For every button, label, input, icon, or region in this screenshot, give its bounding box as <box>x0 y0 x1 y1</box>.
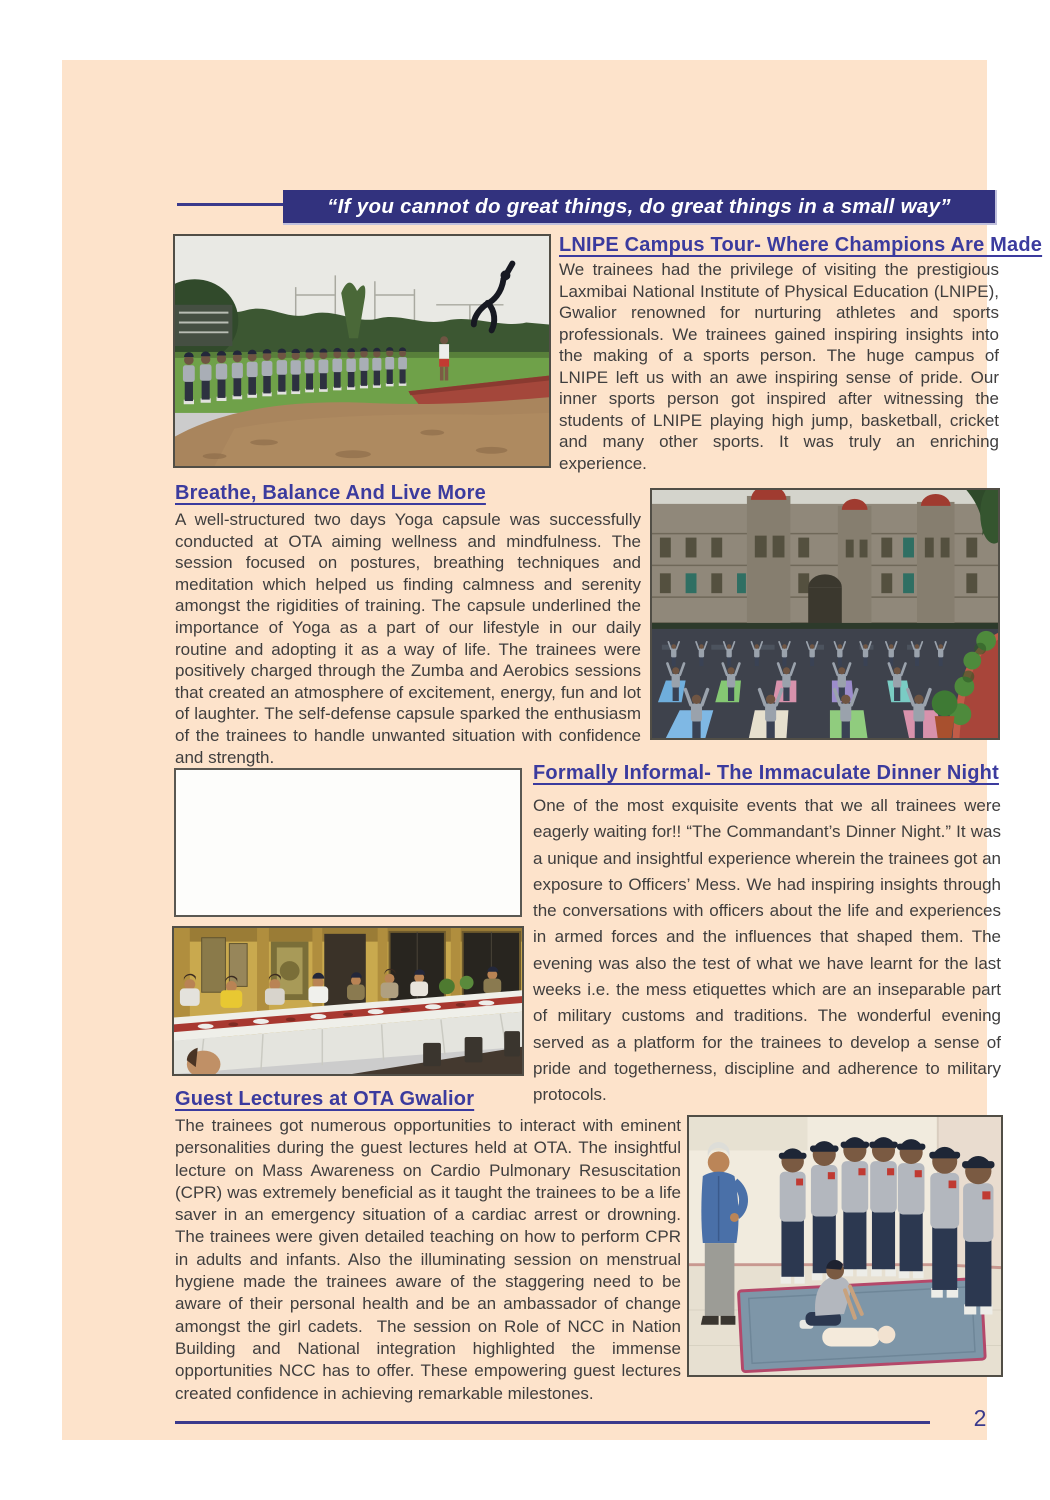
article-body-lectures: The trainees got numerous opportunities to interact with eminent personalities during the guest lectures held at OTA. The insightful lecture on Mass Awareness on Cardio Pulmonary Resuscitation (CPR) was extremely beneficial as it taught the trainees to be a life saver in an emergency situation of a cardiac arrest or drowning. The trainees were given detailed teaching on how to perform CPR in adults and infants. Also the illuminating session on menstrual hygiene made the trainees aware of the staggering need to be aware of their personal health and be an ambassador of change amongst the girl cadets. The session on Role of NCC in Nation Building and National integration highlighted the immense opportunities NCC has to offer. These empowering guest lectures created confidence in achieving remarkable milestones. <box>175 1116 686 1403</box>
article-title-lectures: Guest Lectures at OTA Gwalior <box>175 1088 475 1110</box>
article-body-lnipe: We trainees had the privilege of visiting the prestigious Laxmibai National Institute of Physical Education (LNIPE), Gwalior renowned for nurturing athletes and sports professionals. We trainees gained inspiring insights into the making of a sports person. The huge campus of LNIPE left us with an awe inspiring sense of pride. Our inner sports person got inspired after witnessing the students of LNIPE playing high jump, basketball, cricket and many other sports. It was truly an enriching experience. <box>559 260 1004 473</box>
article-body-yoga: A well-structured two days Yoga capsule was successfully conducted at OTA aiming wellness and mindfulness. The session focused on postures, breathing techniques and meditation which helped us finding calmness and serenity amongst the rigidities of training. The capsule underlined the importance of Yoga as a part of our lifestyle in our daily routine and adopting it as a way of life. The trainees were positively charged through the Zumba and Aerobics sessions that created an atmosphere of excitement, energy, fun and lot of laughter. The self-defense capsule sparked the enthusiasm of the trainees to handle unwanted situation with confidence and strength. <box>175 510 646 767</box>
photo-dinner-night <box>172 926 524 1076</box>
cpr-illustration <box>689 1117 1001 1375</box>
quote-text: “If you cannot do great things, do great things in a small way” <box>327 194 951 218</box>
long-jump-illustration <box>175 236 549 466</box>
dinner-illustration <box>174 928 522 1074</box>
decorative-rule-left <box>177 203 283 206</box>
photo-cpr-demo <box>687 1115 1003 1377</box>
article-title-yoga: Breathe, Balance And Live More <box>175 482 486 504</box>
article-body-dinner: One of the most exquisite events that we all trainees were eagerly waiting for!! “The Commandant’s Dinner Night.” It was a unique and insightful experience wherein the trainees got an exposure to Officers’ Mess. We had inspiring insights through the conversations with officers about the life and experiences in armed forces and the influences that shaped them. The evening was also the test of what we have learnt for the last weeks i.e. the mess etiquettes which are an inseparable part of military customs and traditions. The wonderful evening served as a platform for the trainees to develop a sense of pride and togetherness, discipline and adherence to military protocols. <box>533 796 1006 1105</box>
photo-lnipe-long-jump <box>173 234 551 468</box>
article-title-lnipe: LNIPE Campus Tour- Where Champions Are Made <box>559 234 1043 256</box>
newsletter-page <box>62 60 1043 1440</box>
empty-image-placeholder <box>174 768 522 917</box>
page-number: 2 <box>973 1405 987 1431</box>
quote-banner <box>283 190 997 225</box>
photo-yoga-session <box>650 488 1000 740</box>
yoga-illustration <box>652 490 998 738</box>
article-title-dinner: Formally Informal- The Immaculate Dinner Night <box>533 762 999 784</box>
footer-rule <box>175 1421 930 1424</box>
